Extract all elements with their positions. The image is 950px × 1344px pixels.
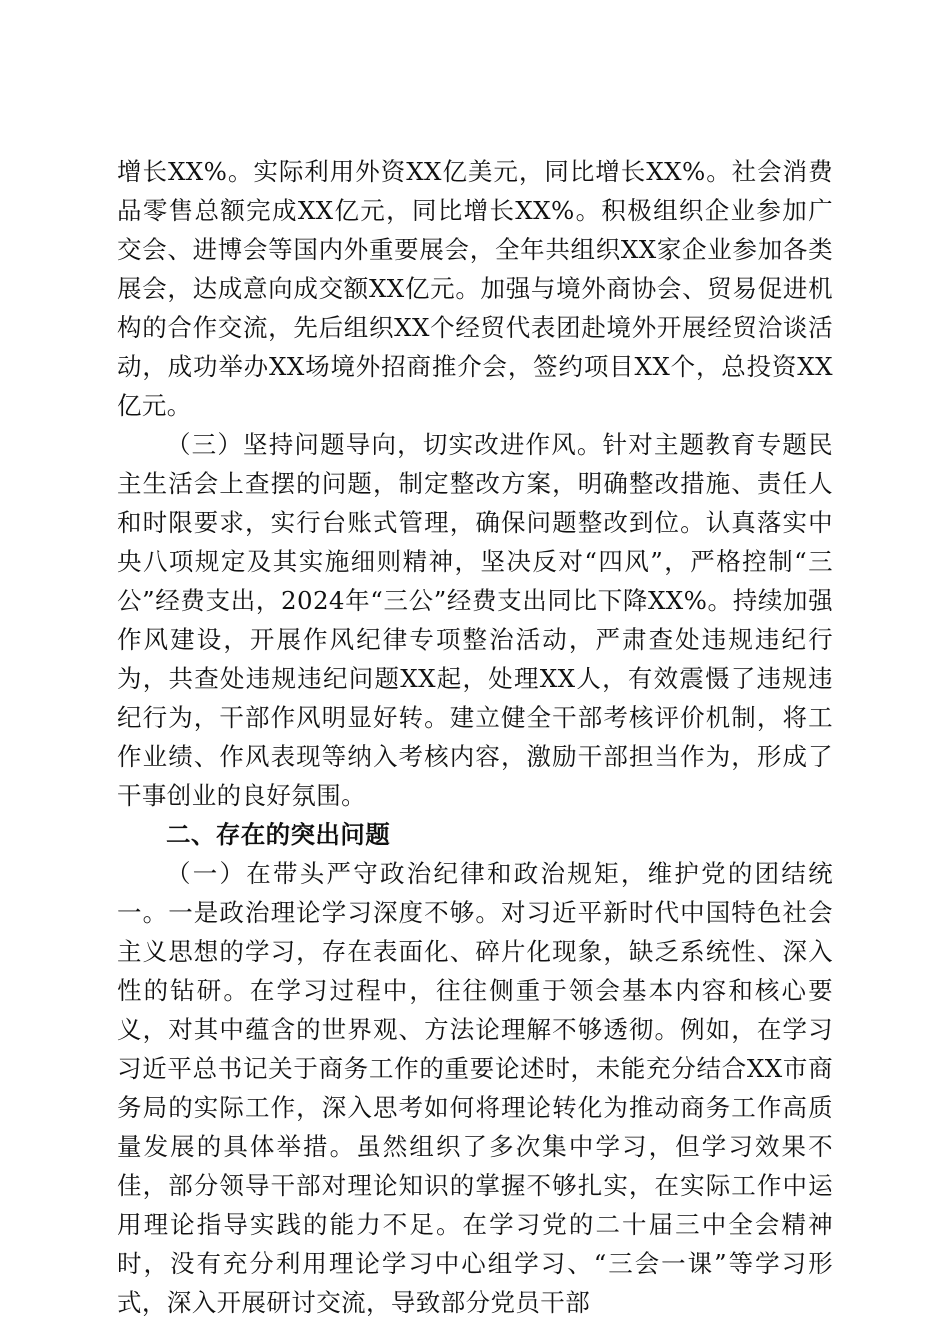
paragraph-lead: （一）在带头严守政治纪律和政治规矩，维护党的团结统一。 xyxy=(117,859,833,927)
paragraph-body: 一是政治理论学习深度不够。对习近平新时代中国特色社会主义思想的学习，存在表面化、碎片化现象，缺乏系统性、深入性的钻研。在学习过程中，往往侧重于领会基本内容和核心要义，对其中蕴含的世界观、方法论理解不够透彻。例如，在学习习近平总书记关于商务工作的重要论述时，未能充分结合XX市商务局的实际工作，深入思考如何将理论转化为推动商务工作高质量发展的具体举措。虽然组织了多次集中学习，但学习效果不佳，部分领导干部对理论知识的掌握不够扎实，在实际工作中运用理论指导实践的能力不足。在学习党的二十届三中全会精神时，没有充分利用理论学习中心组学习、“三会一课”等学习形式，深入开展研讨交流，导致部分党员干部 xyxy=(117,898,833,1317)
paragraph-body: 针对主题教育专题民主生活会上查摆的问题，制定整改方案，明确整改措施、责任人和时限要求，实行台账式管理，确保问题整改到位。认真落实中央八项规定及其实施细则精神，坚决反对“四风”，严格控制“三公”经费支出，2024年“三公”经费支出同比下降XX%。持续加强作风建设，开展作风纪律专项整治活动，严肃查处违规违纪行为，共查处违规违纪问题XX起，处理XX人，有效震慑了违规违纪行为，干部作风明显好转。建立健全干部考核评价机制，将工作业绩、作风表现等纳入考核内容，激励干部担当作为，形成了干事创业的良好氛围。 xyxy=(117,430,833,810)
paragraph-lead: （三）坚持问题导向，切实改进作风。 xyxy=(166,430,603,459)
section-heading: 二、存在的突出问题 xyxy=(166,820,391,849)
document-body xyxy=(117,152,833,1322)
paragraph-political-discipline xyxy=(117,854,833,1322)
paragraph-continuation: 增长XX%。实际利用外资XX亿美元，同比增长XX%。社会消费品零售总额完成XX亿元，同比增长XX%。积极组织企业参加广交会、进博会等国内外重要展会，全年共组织XX家企业参加各类展会，达成意向成交额XX亿元。加强与境外商协会、贸易促进机构的合作交流，先后组织XX个经贸代表团赴境外开展经贸洽谈活动，成功举办XX场境外招商推介会，签约项目XX个，总投资XX亿元。 xyxy=(117,157,833,420)
paragraph-improve-work-style xyxy=(117,425,833,815)
